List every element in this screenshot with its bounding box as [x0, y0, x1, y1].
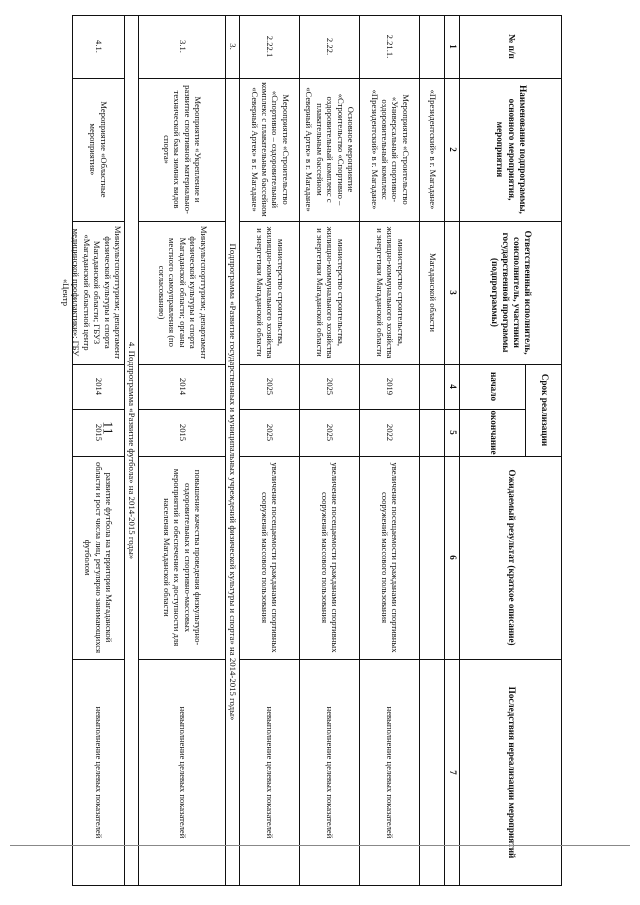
- header-end: окончание: [488, 410, 499, 455]
- table-row-start: 2019: [385, 377, 396, 396]
- colnum-1: 1: [447, 44, 458, 49]
- table-row-num: 3.1.: [177, 40, 188, 53]
- header-num: № п/п: [506, 34, 517, 59]
- table-row-executor: министерство строительства, жилищно-коммунального хозяйства и энергетики Магаданской области: [254, 226, 286, 359]
- section-3-title: Подпрограмма «Развитие государственных и муниципальных учреждений физической культуры и спорта» на 2014-2015 годы»: [228, 243, 238, 721]
- table-row-executor: министерство строительства, жилищно-коммунального хозяйства и энергетики Магаданской области: [314, 226, 346, 359]
- colnum-4: 4: [447, 384, 458, 389]
- header-executor: Ответственный исполнитель, соисполнитель, участники государственной программы (подпрограммы): [489, 230, 534, 355]
- document-table: [60, 15, 562, 886]
- table-row-name: Мероприятие «Строительство «Спортивно – оздоровительный комплекс с плавательным бассейном «Северный Артек» в г. Магадане»: [249, 82, 291, 217]
- table-row-end: 2015: [93, 423, 104, 442]
- table-row-num: 2.22.: [325, 37, 336, 56]
- section-4-title: 4. Подпрограмма «Развитие футбола» на 2014-2015 годы»: [127, 341, 137, 560]
- header-result: Ожидаемый результат (краткое описание): [506, 469, 517, 646]
- colnum-2: 2: [447, 147, 458, 152]
- table-row-start: 2025: [265, 377, 276, 396]
- table-row-name: «Президентский» в г. Магадане»: [427, 89, 438, 210]
- table-row-num: 4.1.: [93, 40, 104, 53]
- header-period: Срок реализации: [539, 373, 550, 447]
- table-row-name: Основное мероприятие «Строительство «Спортивно – оздоровительный комплекс с плавательным бассейном «Северный Артек» в г. Магадане»: [304, 87, 357, 212]
- table-row-executor: Магаданской области: [427, 253, 438, 332]
- table-row-executor: министерство строительства, жилищно-коммунального хозяйства и энергетики Магаданской области: [374, 226, 406, 359]
- colnum-5: 5: [447, 430, 458, 435]
- table-row-end: 2015: [177, 423, 188, 442]
- table-row-end: 2022: [385, 423, 396, 442]
- table-row-name: Мероприятие «Строительство «Универсальный спортивно-оздоровительный комплекс «Президентский» в г. Магадане»: [369, 89, 411, 210]
- table-row-name: Мероприятие «Областные мероприятия»: [88, 101, 109, 198]
- table-row-end: 2025: [265, 423, 276, 442]
- table-row-consequence: невыполнение целевых показателей: [325, 706, 336, 839]
- table-row-start: 2014: [93, 377, 104, 396]
- table-row-consequence: невыполнение целевых показателей: [265, 706, 276, 839]
- scan-edge-line: [10, 845, 630, 846]
- table-row-executor: Минкультспорттуризм; департамент физической культуры и спорта Магаданской области; органы местного самоуправления (по согласованию): [156, 225, 209, 360]
- colnum-6: 6: [447, 555, 458, 560]
- colnum-7: 7: [447, 770, 458, 775]
- table-row-start: 2014: [177, 377, 188, 396]
- table-row-num: 2.21.1.: [385, 34, 396, 59]
- table-row-num: 2.22.1: [265, 35, 276, 58]
- page-number: 11: [99, 421, 115, 435]
- header-name: Наименование подпрограммы, основного мероприятия, мероприятия: [495, 85, 528, 214]
- table-row-executor: Минкультспорттуризм; департамент физической культуры и спорта Магаданской области; ГБУЗ «Магаданский областной центр медицинской профилактики»; ГБУ «Центр: [60, 225, 123, 360]
- table-row-start: 2025: [325, 377, 336, 396]
- table-row-result: увеличение посещаемости гражданами спортивных сооружений массового пользования: [260, 462, 281, 653]
- table-row-result: развитие футбола на территории Магаданской области и рост числа лиц, регулярно занимающихся футболом: [83, 461, 115, 654]
- header-consequence: Последствия нереализации мероприятий: [506, 686, 517, 859]
- table-row-consequence: невыполнение целевых показателей: [93, 706, 104, 839]
- table-row-result: повышение качества проведения физкультурно-оздоровительных и спортивно-массовых мероприятий и обеспечение их доступности для населения Магаданской области: [162, 468, 204, 647]
- header-start: начало: [488, 371, 499, 402]
- table-row-result: увеличение посещаемости гражданами спортивных сооружений массового пользования: [320, 462, 341, 653]
- colnum-3: 3: [447, 290, 458, 295]
- table-row-consequence: невыполнение целевых показателей: [385, 706, 396, 839]
- table-row-result: увеличение посещаемости гражданами спортивных сооружений массового пользования: [380, 462, 401, 653]
- table-row-end: 2025: [325, 423, 336, 442]
- table-row-name: Мероприятие «Укрепление и развитие спортивной материально-технической базы зимних видов спорта»: [162, 85, 204, 214]
- table-row-consequence: невыполнение целевых показателей: [177, 706, 188, 839]
- section-3-num: 3.: [228, 43, 238, 50]
